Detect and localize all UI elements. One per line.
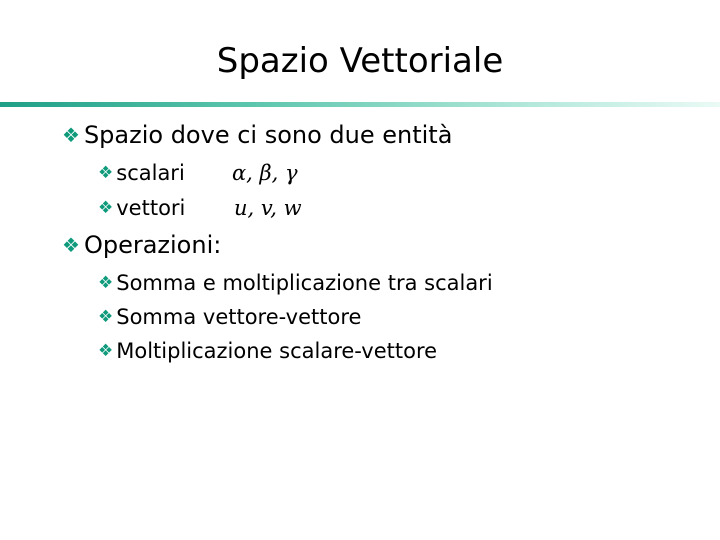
- bullet-item-scalari: [98, 160, 185, 186]
- bullet-text: vettori: [116, 196, 186, 220]
- diamond-dots-icon: ❖: [98, 307, 114, 327]
- bullet-item-spazio: [62, 120, 452, 150]
- bullet-item-moltiplicazione: [98, 338, 437, 364]
- title-divider: [0, 102, 720, 107]
- bullet-item-somma-vettori: [98, 304, 361, 330]
- diamond-dots-icon: ❖: [98, 198, 114, 218]
- math-scalari: α, β, γ: [232, 161, 298, 185]
- diamond-dots-icon: ❖: [98, 163, 114, 183]
- bullet-text: Somma e moltiplicazione tra scalari: [116, 271, 493, 295]
- bullet-text: scalari: [116, 161, 185, 185]
- math-vettori: u, v, w: [234, 196, 302, 220]
- bullet-text: Operazioni:: [83, 231, 222, 259]
- bullet-text: Moltiplicazione scalare-vettore: [116, 339, 438, 363]
- diamond-dots-icon: ❖: [98, 273, 114, 293]
- diamond-dots-icon: ❖: [62, 123, 80, 147]
- diamond-dots-icon: ❖: [62, 233, 80, 257]
- bullet-item-somma-scalari: [98, 270, 493, 296]
- bullet-text: Spazio dove ci sono due entità: [83, 121, 453, 149]
- bullet-item-operazioni: [62, 230, 221, 260]
- diamond-dots-icon: ❖: [98, 341, 114, 361]
- bullet-item-vettori: [98, 195, 185, 221]
- slide-title: Spazio Vettoriale: [216, 41, 504, 81]
- bullet-text: Somma vettore-vettore: [116, 305, 362, 329]
